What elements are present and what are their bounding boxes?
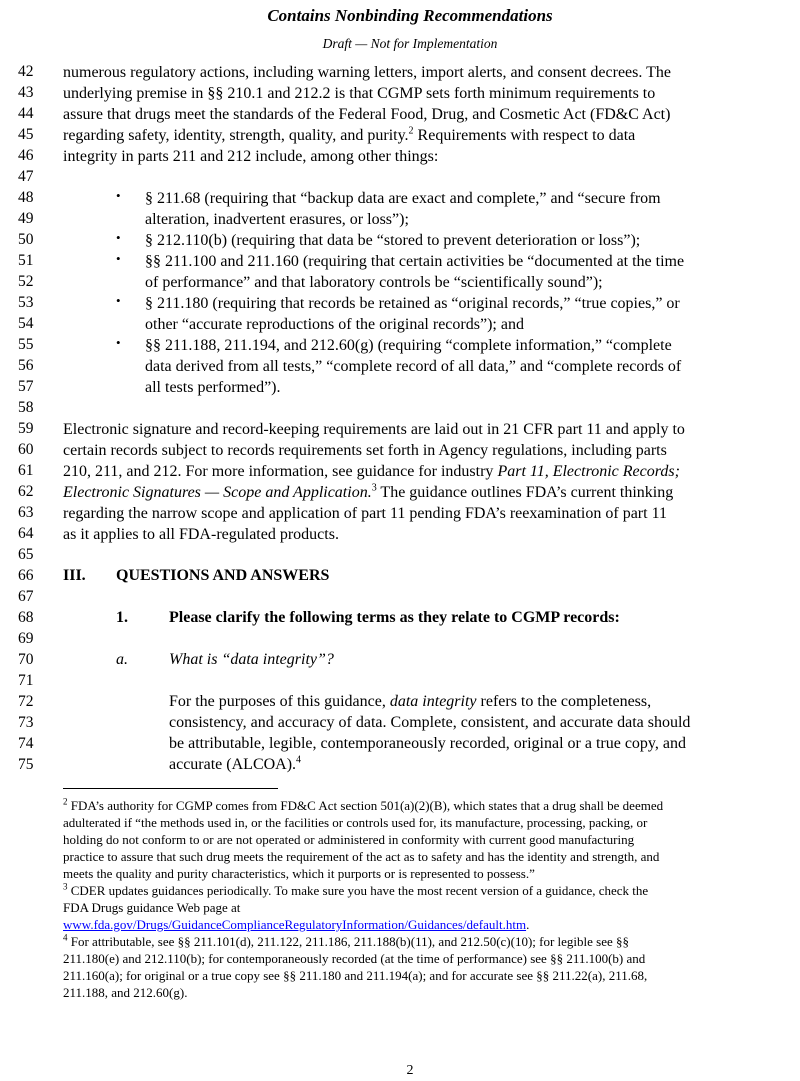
subquestion-text: What is “data integrity”?	[169, 651, 334, 668]
footnote-line: practice to assure that such drug meets the requirement of the act as to safety and has the identity and strength, and	[63, 849, 660, 864]
line-number: 44	[18, 105, 34, 122]
line-number: 56	[18, 357, 34, 374]
line-number: 72	[18, 693, 34, 710]
bullet-line: § 211.180 (requiring that records be retained as “original records,” “true copies,” or	[145, 295, 680, 312]
bullet-icon: •	[116, 251, 121, 266]
body-line: regarding the narrow scope and application of part 11 pending FDA’s reexamination of part 11	[63, 505, 667, 522]
line-number: 57	[18, 378, 34, 395]
footnote-text: .	[526, 917, 530, 932]
answer-text: refers to the completeness,	[476, 693, 652, 710]
bullet-line: other “accurate reproductions of the original records”); and	[145, 316, 524, 333]
footnote-line	[63, 933, 629, 950]
page-number: 2	[406, 1063, 414, 1078]
footnote-line	[63, 882, 648, 899]
line-number: 64	[18, 525, 34, 542]
line-number: 58	[18, 399, 34, 416]
footnote-line: 211.180(e) and 212.110(b); for contemporaneously recorded (at the time of performance) see §§ 211.100(b) and	[63, 951, 646, 966]
section-title: QUESTIONS AND ANSWERS	[116, 567, 330, 584]
question-number: 1.	[116, 609, 128, 626]
line-number: 71	[18, 672, 34, 689]
bullet-line: of performance” and that laboratory controls be “scientifically sound”);	[145, 274, 603, 291]
bullet-line: alteration, inadvertent erasures, or loss”);	[145, 211, 409, 228]
bullet-icon: •	[116, 335, 121, 350]
line-number: 53	[18, 294, 34, 311]
footnote-line	[63, 797, 663, 814]
bullet-line: all tests performed”).	[145, 379, 281, 396]
footnote-ref[interactable]: 2	[408, 125, 414, 137]
bullet-icon: •	[116, 188, 121, 203]
subquestion-letter: a.	[116, 651, 128, 668]
bullet-line: § 212.110(b) (requiring that data be “stored to prevent deterioration or loss”);	[145, 232, 641, 249]
guidance-title: Part 11, Electronic Records;	[497, 463, 680, 480]
body-text: The guidance outlines FDA’s current thinking	[376, 484, 674, 501]
line-number: 42	[18, 63, 34, 80]
header-title: Contains Nonbinding Recommendations	[267, 6, 553, 25]
body-line: certain records subject to records requirements set forth in Agency regulations, including parts	[63, 442, 667, 459]
footnote-line: 211.160(a); for original or a true copy see §§ 211.180 and 211.194(a); and for accurate see §§ 211.22(a), 211.68,	[63, 968, 648, 983]
line-number: 68	[18, 609, 34, 626]
footnote-ref[interactable]: 4	[296, 754, 302, 766]
footnote-line: meets the quality and purity characteristics, which it purports or is represented to possess.”	[63, 866, 535, 881]
line-number: 60	[18, 441, 34, 458]
body-line: assure that drugs meet the standards of the Federal Food, Drug, and Cosmetic Act (FD&C Act)	[63, 106, 671, 123]
answer-line	[169, 692, 651, 712]
line-number: 66	[18, 567, 34, 584]
footnote-ref[interactable]: 3	[371, 482, 377, 494]
body-line: as it applies to all FDA-regulated products.	[63, 526, 339, 543]
line-number: 54	[18, 315, 34, 332]
line-number: 43	[18, 84, 34, 101]
line-number: 52	[18, 273, 34, 290]
line-number: 62	[18, 483, 34, 500]
line-number: 61	[18, 462, 34, 479]
body-text: regarding safety, identity, strength, quality, and purity.	[63, 127, 409, 144]
bullet-icon: •	[116, 230, 121, 245]
body-line	[63, 483, 673, 503]
body-line	[63, 462, 680, 482]
footnote-divider	[63, 788, 278, 789]
line-number: 67	[18, 588, 34, 605]
line-number: 75	[18, 756, 34, 773]
footnote-line: adulterated if “the methods used in, or the facilities or controls used for, its manufacture, processing, packing, or	[63, 815, 648, 830]
footnote-line	[63, 916, 529, 933]
line-number: 48	[18, 189, 34, 206]
section-number: III.	[63, 567, 86, 584]
body-line: Electronic signature and record-keeping requirements are laid out in 21 CFR part 11 and apply to	[63, 421, 685, 438]
body-line: numerous regulatory actions, including warning letters, import alerts, and consent decrees. The	[63, 64, 671, 81]
footnote-number: 4	[63, 932, 68, 943]
answer-line	[169, 755, 301, 775]
body-line: underlying premise in §§ 210.1 and 212.2 is that CGMP sets forth minimum requirements to	[63, 85, 656, 102]
footnote-text: FDA’s authority for CGMP comes from FD&C Act section 501(a)(2)(B), which states that a drug shall be deemed	[67, 798, 664, 813]
body-text: Requirements with respect to data	[413, 127, 636, 144]
guidance-title: Electronic Signatures — Scope and Application.	[63, 484, 372, 501]
footnote-line: FDA Drugs guidance Web page at	[63, 900, 241, 915]
line-number: 73	[18, 714, 34, 731]
line-number: 51	[18, 252, 34, 269]
line-number: 46	[18, 147, 34, 164]
line-number: 47	[18, 168, 34, 185]
line-number: 55	[18, 336, 34, 353]
body-line: integrity in parts 211 and 212 include, among other things:	[63, 148, 439, 165]
line-number: 49	[18, 210, 34, 227]
body-line	[63, 126, 635, 146]
bullet-line: data derived from all tests,” “complete record of all data,” and “complete records of	[145, 358, 682, 375]
answer-line: be attributable, legible, contemporaneously recorded, original or a true copy, and	[169, 735, 686, 752]
footnote-text: For attributable, see §§ 211.101(d), 211.122, 211.186, 211.188(b)(11), and 212.50(c)(10); for legible see §§	[67, 934, 630, 949]
defined-term: data integrity	[389, 693, 477, 710]
bullet-line: §§ 211.188, 211.194, and 212.60(g) (requiring “complete information,” “complete	[145, 337, 672, 354]
footnote-line: holding do not conform to or are not operated or administered in conformity with current good manufacturing	[63, 832, 635, 847]
bullet-line: §§ 211.100 and 211.160 (requiring that certain activities be “documented at the time	[145, 253, 685, 270]
fda-guidance-link[interactable]: www.fda.gov/Drugs/GuidanceComplianceRegulatoryInformation/Guidances/default.htm	[63, 917, 527, 932]
footnote-number: 2	[63, 796, 68, 807]
footnote-text: CDER updates guidances periodically. To make sure you have the most recent version of a guidance, check the	[67, 883, 649, 898]
bullet-icon: •	[116, 293, 121, 308]
header-subtitle: Draft — Not for Implementation	[322, 36, 498, 51]
answer-line: consistency, and accuracy of data. Complete, consistent, and accurate data should	[169, 714, 691, 731]
footnote-number: 3	[63, 881, 68, 892]
answer-text: For the purposes of this guidance,	[169, 693, 390, 710]
line-number: 45	[18, 126, 34, 143]
line-number: 70	[18, 651, 34, 668]
answer-text: accurate (ALCOA).	[169, 756, 297, 773]
line-number: 74	[18, 735, 34, 752]
line-number: 63	[18, 504, 34, 521]
footnote-line: 211.188, and 212.60(g).	[63, 985, 188, 1000]
question-text: Please clarify the following terms as they relate to CGMP records:	[169, 609, 620, 626]
body-text: 210, 211, and 212. For more information, see guidance for industry	[63, 463, 498, 480]
line-number: 50	[18, 231, 34, 248]
line-number: 69	[18, 630, 34, 647]
bullet-line: § 211.68 (requiring that “backup data are exact and complete,” and “secure from	[145, 190, 661, 207]
line-number: 65	[18, 546, 34, 563]
line-number: 59	[18, 420, 34, 437]
